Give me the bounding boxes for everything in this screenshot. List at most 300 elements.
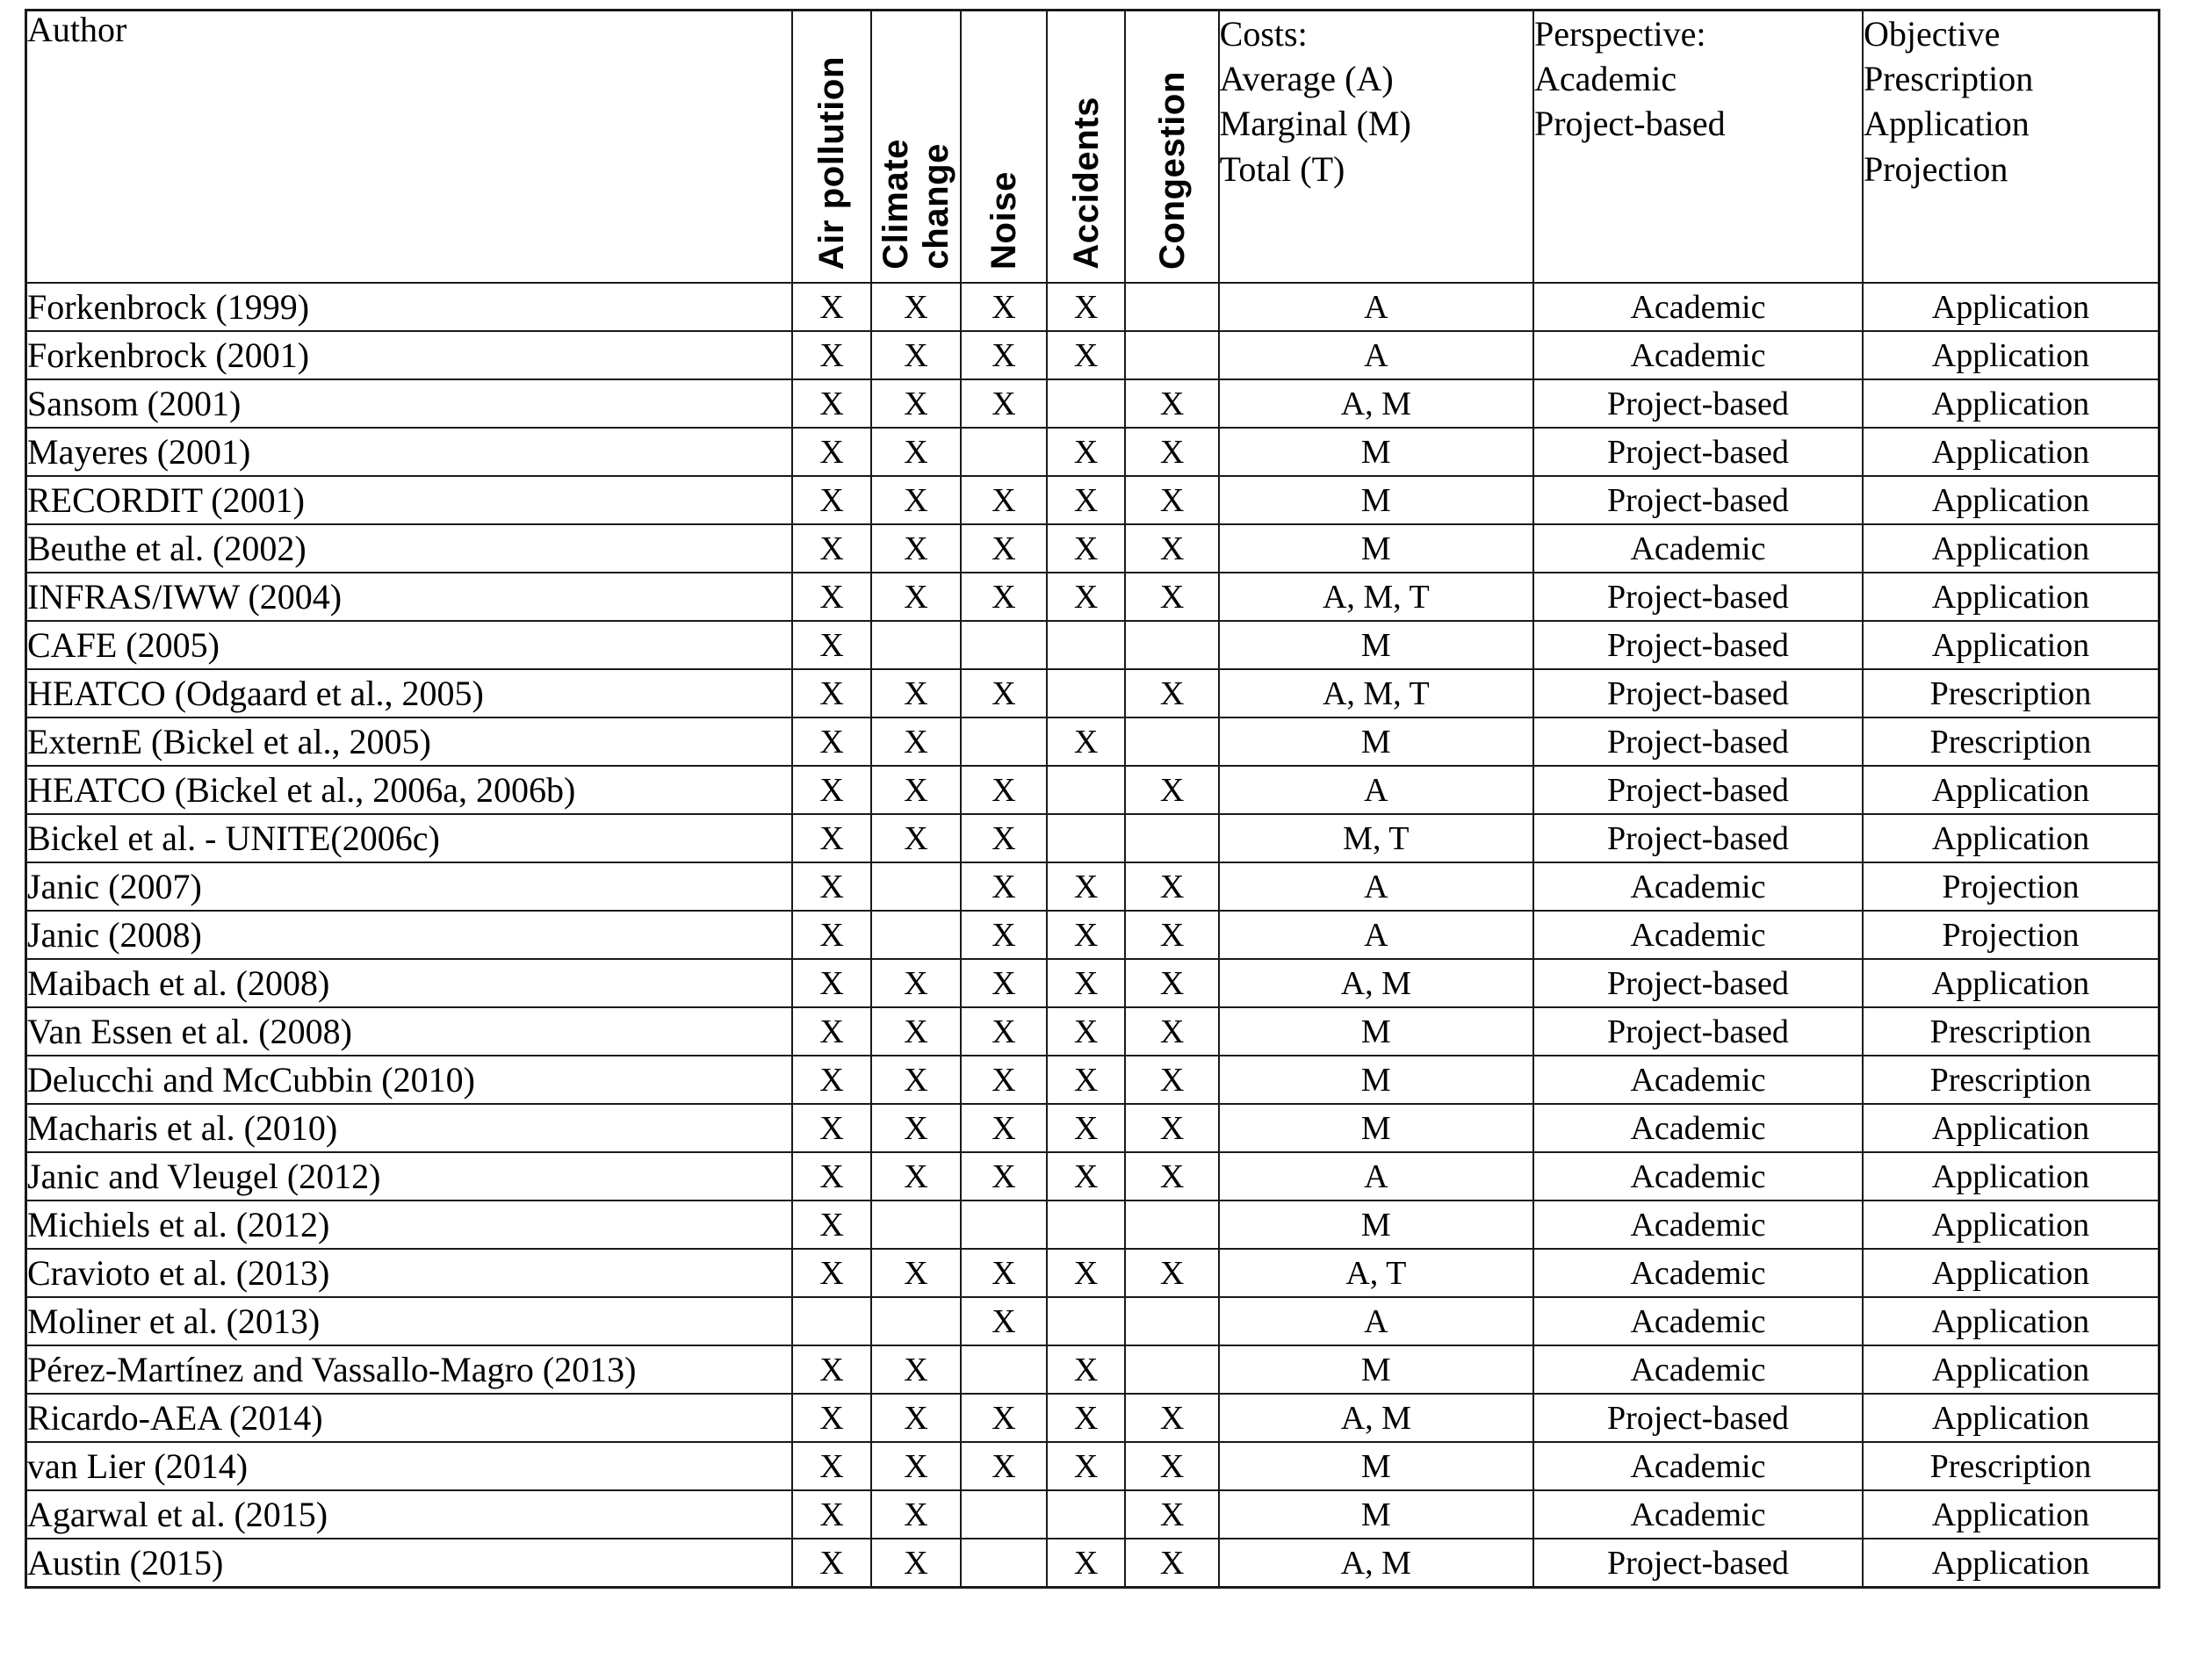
cell-accidents: X <box>1047 524 1126 573</box>
cell-costs: A <box>1219 1152 1533 1201</box>
table-row <box>26 766 2160 814</box>
cell-author: Maibach et al. (2008) <box>26 959 793 1007</box>
cell-costs: A, M <box>1219 1394 1533 1442</box>
cell-congestion <box>1125 331 1218 379</box>
cell-author: Bickel et al. - UNITE(2006c) <box>26 814 793 862</box>
cell-perspective: Academic <box>1533 283 1863 331</box>
cell-accidents: X <box>1047 331 1126 379</box>
cell-objective: Application <box>1863 814 2160 862</box>
cell-perspective: Academic <box>1533 524 1863 573</box>
cell-air: X <box>792 476 871 524</box>
cell-air: X <box>792 1345 871 1394</box>
cell-objective: Application <box>1863 1297 2160 1345</box>
cell-congestion: X <box>1125 1007 1218 1056</box>
cell-perspective: Academic <box>1533 331 1863 379</box>
cell-accidents: X <box>1047 959 1126 1007</box>
cell-noise: X <box>961 573 1047 621</box>
column-header-accidents-label: Accidents <box>1066 97 1106 270</box>
column-header-air-pollution <box>792 11 871 284</box>
cell-costs: A, M, T <box>1219 669 1533 717</box>
cell-author: Mayeres (2001) <box>26 428 793 476</box>
cell-author: Agarwal et al. (2015) <box>26 1490 793 1539</box>
cell-costs: M <box>1219 717 1533 766</box>
table-row <box>26 1490 2160 1539</box>
cell-climate: X <box>871 1104 961 1152</box>
cell-perspective: Project-based <box>1533 669 1863 717</box>
table-row <box>26 911 2160 959</box>
cell-objective: Projection <box>1863 911 2160 959</box>
cell-objective: Application <box>1863 476 2160 524</box>
cell-costs: M <box>1219 1104 1533 1152</box>
cell-costs: A, M <box>1219 959 1533 1007</box>
cell-objective: Prescription <box>1863 669 2160 717</box>
cell-costs: A <box>1219 283 1533 331</box>
cell-perspective: Project-based <box>1533 476 1863 524</box>
cell-congestion <box>1125 621 1218 669</box>
cell-noise: X <box>961 814 1047 862</box>
cell-noise: X <box>961 1394 1047 1442</box>
cell-perspective: Academic <box>1533 1152 1863 1201</box>
cell-author: CAFE (2005) <box>26 621 793 669</box>
cell-climate: X <box>871 283 961 331</box>
cell-noise <box>961 1490 1047 1539</box>
column-header-climate-change-line2: change <box>916 143 955 270</box>
cell-climate: X <box>871 1539 961 1588</box>
column-header-air-pollution-label: Air pollution <box>812 55 852 270</box>
cell-objective: Projection <box>1863 862 2160 911</box>
cell-noise: X <box>961 911 1047 959</box>
cell-climate <box>871 621 961 669</box>
cell-noise <box>961 621 1047 669</box>
column-header-costs-line1: Costs: <box>1219 14 1308 54</box>
cell-author: Ricardo-AEA (2014) <box>26 1394 793 1442</box>
cell-perspective: Project-based <box>1533 428 1863 476</box>
cell-objective: Application <box>1863 1490 2160 1539</box>
cell-air: X <box>792 766 871 814</box>
table-row <box>26 1152 2160 1201</box>
cell-accidents: X <box>1047 911 1126 959</box>
literature-review-table <box>25 9 2160 1589</box>
cell-climate <box>871 911 961 959</box>
column-header-costs-line4: Total (T) <box>1219 148 1345 189</box>
column-header-objective-line4: Projection <box>1863 148 2008 189</box>
cell-perspective: Project-based <box>1533 573 1863 621</box>
table-row <box>26 717 2160 766</box>
column-header-climate-change <box>871 11 961 284</box>
cell-noise: X <box>961 1056 1047 1104</box>
cell-costs: M, T <box>1219 814 1533 862</box>
cell-author: ExternE (Bickel et al., 2005) <box>26 717 793 766</box>
cell-author: Beuthe et al. (2002) <box>26 524 793 573</box>
cell-climate: X <box>871 1007 961 1056</box>
column-header-author: Author <box>26 11 793 284</box>
cell-air: X <box>792 1007 871 1056</box>
cell-author: van Lier (2014) <box>26 1442 793 1490</box>
column-header-climate-change-line1: Climate <box>876 139 915 270</box>
cell-perspective: Academic <box>1533 1345 1863 1394</box>
column-header-noise-label: Noise <box>984 171 1023 270</box>
cell-objective: Prescription <box>1863 1056 2160 1104</box>
cell-accidents <box>1047 621 1126 669</box>
cell-objective: Application <box>1863 428 2160 476</box>
column-header-objective-line1: Objective <box>1863 14 2001 54</box>
cell-congestion <box>1125 814 1218 862</box>
table-row <box>26 1297 2160 1345</box>
cell-congestion: X <box>1125 1490 1218 1539</box>
cell-accidents: X <box>1047 1152 1126 1201</box>
cell-climate: X <box>871 476 961 524</box>
cell-air: X <box>792 1152 871 1201</box>
column-header-perspective-line3: Project-based <box>1533 104 1726 144</box>
cell-noise: X <box>961 476 1047 524</box>
cell-noise <box>961 717 1047 766</box>
cell-congestion: X <box>1125 524 1218 573</box>
cell-air: X <box>792 717 871 766</box>
cell-climate: X <box>871 1490 961 1539</box>
cell-accidents: X <box>1047 1007 1126 1056</box>
cell-objective: Prescription <box>1863 717 2160 766</box>
cell-climate: X <box>871 1394 961 1442</box>
cell-air: X <box>792 1394 871 1442</box>
cell-costs: M <box>1219 1345 1533 1394</box>
cell-air: X <box>792 1442 871 1490</box>
column-header-objective-line3: Application <box>1863 104 2030 144</box>
table-row <box>26 1056 2160 1104</box>
cell-perspective: Academic <box>1533 1249 1863 1297</box>
cell-climate: X <box>871 524 961 573</box>
cell-costs: M <box>1219 1490 1533 1539</box>
table-row <box>26 1104 2160 1152</box>
cell-author: Janic (2008) <box>26 911 793 959</box>
cell-noise: X <box>961 1297 1047 1345</box>
cell-perspective: Project-based <box>1533 379 1863 428</box>
cell-objective: Application <box>1863 959 2160 1007</box>
cell-costs: A <box>1219 766 1533 814</box>
cell-costs: M <box>1219 476 1533 524</box>
cell-congestion: X <box>1125 1394 1218 1442</box>
cell-noise: X <box>961 862 1047 911</box>
table-row <box>26 1201 2160 1249</box>
cell-accidents <box>1047 1490 1126 1539</box>
cell-congestion: X <box>1125 1152 1218 1201</box>
cell-objective: Application <box>1863 1104 2160 1152</box>
cell-perspective: Academic <box>1533 1201 1863 1249</box>
column-header-noise <box>961 11 1047 284</box>
cell-accidents: X <box>1047 1056 1126 1104</box>
cell-author: Delucchi and McCubbin (2010) <box>26 1056 793 1104</box>
cell-congestion <box>1125 283 1218 331</box>
cell-perspective: Project-based <box>1533 1007 1863 1056</box>
cell-costs: A, M <box>1219 379 1533 428</box>
cell-air: X <box>792 283 871 331</box>
cell-climate: X <box>871 428 961 476</box>
cell-climate: X <box>871 766 961 814</box>
cell-costs: M <box>1219 621 1533 669</box>
cell-air: X <box>792 862 871 911</box>
table-row <box>26 862 2160 911</box>
cell-accidents: X <box>1047 1345 1126 1394</box>
table-row <box>26 428 2160 476</box>
cell-accidents: X <box>1047 573 1126 621</box>
cell-author: Moliner et al. (2013) <box>26 1297 793 1345</box>
cell-costs: M <box>1219 1442 1533 1490</box>
cell-author: Van Essen et al. (2008) <box>26 1007 793 1056</box>
cell-costs: M <box>1219 1007 1533 1056</box>
cell-author: Austin (2015) <box>26 1539 793 1588</box>
cell-accidents: X <box>1047 1249 1126 1297</box>
cell-objective: Application <box>1863 1201 2160 1249</box>
column-header-perspective-line2: Academic <box>1533 59 1677 99</box>
cell-author: HEATCO (Odgaard et al., 2005) <box>26 669 793 717</box>
cell-noise: X <box>961 1007 1047 1056</box>
cell-climate <box>871 1201 961 1249</box>
cell-air: X <box>792 524 871 573</box>
cell-accidents: X <box>1047 1442 1126 1490</box>
cell-air: X <box>792 1249 871 1297</box>
cell-accidents <box>1047 1201 1126 1249</box>
cell-climate: X <box>871 1249 961 1297</box>
cell-author: Janic (2007) <box>26 862 793 911</box>
cell-accidents: X <box>1047 717 1126 766</box>
cell-noise: X <box>961 1442 1047 1490</box>
cell-climate: X <box>871 1056 961 1104</box>
cell-air: X <box>792 1490 871 1539</box>
column-header-perspective <box>1533 11 1863 284</box>
cell-congestion: X <box>1125 1104 1218 1152</box>
cell-author: Cravioto et al. (2013) <box>26 1249 793 1297</box>
cell-congestion: X <box>1125 959 1218 1007</box>
column-header-congestion <box>1125 11 1218 284</box>
cell-objective: Application <box>1863 1249 2160 1297</box>
cell-congestion <box>1125 1297 1218 1345</box>
cell-author: INFRAS/IWW (2004) <box>26 573 793 621</box>
cell-air: X <box>792 669 871 717</box>
cell-objective: Application <box>1863 621 2160 669</box>
cell-air: X <box>792 1201 871 1249</box>
cell-climate: X <box>871 1152 961 1201</box>
cell-congestion: X <box>1125 1249 1218 1297</box>
column-header-objective-line2: Prescription <box>1863 59 2034 99</box>
cell-climate: X <box>871 379 961 428</box>
cell-air: X <box>792 911 871 959</box>
cell-noise <box>961 1539 1047 1588</box>
cell-accidents <box>1047 814 1126 862</box>
table-row <box>26 1249 2160 1297</box>
column-header-costs-line3: Marginal (M) <box>1219 104 1411 144</box>
rotated-label-wrap <box>1048 18 1125 270</box>
cell-perspective: Project-based <box>1533 717 1863 766</box>
cell-costs: M <box>1219 428 1533 476</box>
cell-author: HEATCO (Bickel et al., 2006a, 2006b) <box>26 766 793 814</box>
table-head <box>26 11 2160 284</box>
cell-congestion: X <box>1125 669 1218 717</box>
cell-costs: A <box>1219 331 1533 379</box>
cell-author: Pérez-Martínez and Vassallo-Magro (2013) <box>26 1345 793 1394</box>
cell-air: X <box>792 959 871 1007</box>
cell-objective: Application <box>1863 1394 2160 1442</box>
cell-objective: Prescription <box>1863 1442 2160 1490</box>
cell-air: X <box>792 621 871 669</box>
table-row <box>26 621 2160 669</box>
cell-objective: Application <box>1863 331 2160 379</box>
rotated-label-wrap <box>1126 18 1217 270</box>
rotated-label-wrap <box>962 18 1046 270</box>
cell-noise: X <box>961 669 1047 717</box>
table-row <box>26 331 2160 379</box>
cell-perspective: Project-based <box>1533 1539 1863 1588</box>
cell-perspective: Academic <box>1533 1297 1863 1345</box>
cell-accidents: X <box>1047 1104 1126 1152</box>
cell-objective: Application <box>1863 283 2160 331</box>
cell-air: X <box>792 1104 871 1152</box>
cell-costs: A, M, T <box>1219 573 1533 621</box>
table-row <box>26 524 2160 573</box>
cell-perspective: Project-based <box>1533 766 1863 814</box>
cell-noise: X <box>961 1249 1047 1297</box>
cell-objective: Application <box>1863 1539 2160 1588</box>
cell-costs: A <box>1219 911 1533 959</box>
cell-accidents: X <box>1047 1394 1126 1442</box>
column-header-congestion-label: Congestion <box>1152 71 1192 270</box>
cell-accidents: X <box>1047 428 1126 476</box>
cell-accidents <box>1047 669 1126 717</box>
cell-objective: Prescription <box>1863 1007 2160 1056</box>
cell-costs: A, M <box>1219 1539 1533 1588</box>
cell-air: X <box>792 1539 871 1588</box>
cell-air: X <box>792 814 871 862</box>
cell-perspective: Project-based <box>1533 1394 1863 1442</box>
cell-climate: X <box>871 717 961 766</box>
cell-perspective: Academic <box>1533 1056 1863 1104</box>
header-row <box>26 11 2160 284</box>
cell-author: Michiels et al. (2012) <box>26 1201 793 1249</box>
cell-climate: X <box>871 1442 961 1490</box>
cell-perspective: Project-based <box>1533 814 1863 862</box>
column-header-accidents <box>1047 11 1126 284</box>
cell-perspective: Project-based <box>1533 621 1863 669</box>
column-header-costs <box>1219 11 1533 284</box>
cell-climate: X <box>871 669 961 717</box>
cell-accidents <box>1047 766 1126 814</box>
cell-objective: Application <box>1863 1152 2160 1201</box>
cell-climate: X <box>871 573 961 621</box>
cell-congestion: X <box>1125 1056 1218 1104</box>
table-row <box>26 476 2160 524</box>
cell-congestion: X <box>1125 1442 1218 1490</box>
cell-objective: Application <box>1863 524 2160 573</box>
cell-congestion: X <box>1125 379 1218 428</box>
cell-author: Janic and Vleugel (2012) <box>26 1152 793 1201</box>
cell-noise: X <box>961 379 1047 428</box>
cell-congestion <box>1125 1201 1218 1249</box>
cell-accidents <box>1047 379 1126 428</box>
table-row <box>26 1442 2160 1490</box>
cell-author: Macharis et al. (2010) <box>26 1104 793 1152</box>
cell-perspective: Academic <box>1533 911 1863 959</box>
cell-climate: X <box>871 1345 961 1394</box>
cell-noise <box>961 428 1047 476</box>
cell-noise <box>961 1345 1047 1394</box>
cell-author: RECORDIT (2001) <box>26 476 793 524</box>
cell-perspective: Academic <box>1533 1442 1863 1490</box>
cell-congestion: X <box>1125 476 1218 524</box>
column-header-perspective-line1: Perspective: <box>1533 14 1706 54</box>
cell-objective: Application <box>1863 1345 2160 1394</box>
cell-air <box>792 1297 871 1345</box>
cell-noise: X <box>961 331 1047 379</box>
cell-climate: X <box>871 331 961 379</box>
cell-congestion: X <box>1125 1539 1218 1588</box>
table-row <box>26 814 2160 862</box>
cell-perspective: Academic <box>1533 1104 1863 1152</box>
cell-author: Sansom (2001) <box>26 379 793 428</box>
cell-accidents: X <box>1047 1539 1126 1588</box>
cell-climate: X <box>871 814 961 862</box>
cell-costs: M <box>1219 524 1533 573</box>
cell-perspective: Academic <box>1533 862 1863 911</box>
cell-congestion: X <box>1125 428 1218 476</box>
table-row <box>26 669 2160 717</box>
cell-accidents: X <box>1047 283 1126 331</box>
table-row <box>26 1007 2160 1056</box>
cell-noise: X <box>961 1104 1047 1152</box>
cell-costs: M <box>1219 1056 1533 1104</box>
cell-perspective: Academic <box>1533 1490 1863 1539</box>
cell-congestion <box>1125 717 1218 766</box>
cell-author: Forkenbrock (1999) <box>26 283 793 331</box>
cell-air: X <box>792 428 871 476</box>
cell-congestion <box>1125 1345 1218 1394</box>
cell-accidents: X <box>1047 476 1126 524</box>
cell-noise <box>961 1201 1047 1249</box>
cell-climate <box>871 1297 961 1345</box>
table-row <box>26 1539 2160 1588</box>
cell-author: Forkenbrock (2001) <box>26 331 793 379</box>
cell-accidents: X <box>1047 862 1126 911</box>
cell-objective: Application <box>1863 573 2160 621</box>
cell-noise: X <box>961 524 1047 573</box>
cell-perspective: Project-based <box>1533 959 1863 1007</box>
cell-noise: X <box>961 766 1047 814</box>
cell-congestion: X <box>1125 911 1218 959</box>
cell-noise: X <box>961 283 1047 331</box>
table-row <box>26 283 2160 331</box>
cell-air: X <box>792 379 871 428</box>
column-header-objective <box>1863 11 2160 284</box>
cell-objective: Application <box>1863 379 2160 428</box>
table-row <box>26 1345 2160 1394</box>
table-row <box>26 379 2160 428</box>
table-row <box>26 573 2160 621</box>
cell-noise: X <box>961 959 1047 1007</box>
cell-air: X <box>792 331 871 379</box>
table-row <box>26 1394 2160 1442</box>
cell-air: X <box>792 1056 871 1104</box>
cell-noise: X <box>961 1152 1047 1201</box>
rotated-label-wrap <box>872 18 960 270</box>
cell-costs: M <box>1219 1201 1533 1249</box>
cell-climate <box>871 862 961 911</box>
cell-costs: A <box>1219 1297 1533 1345</box>
cell-objective: Application <box>1863 766 2160 814</box>
column-header-costs-line2: Average (A) <box>1219 59 1394 99</box>
table-body <box>26 283 2160 1588</box>
cell-congestion: X <box>1125 766 1218 814</box>
table-row <box>26 959 2160 1007</box>
cell-congestion: X <box>1125 573 1218 621</box>
cell-congestion: X <box>1125 862 1218 911</box>
cell-accidents <box>1047 1297 1126 1345</box>
